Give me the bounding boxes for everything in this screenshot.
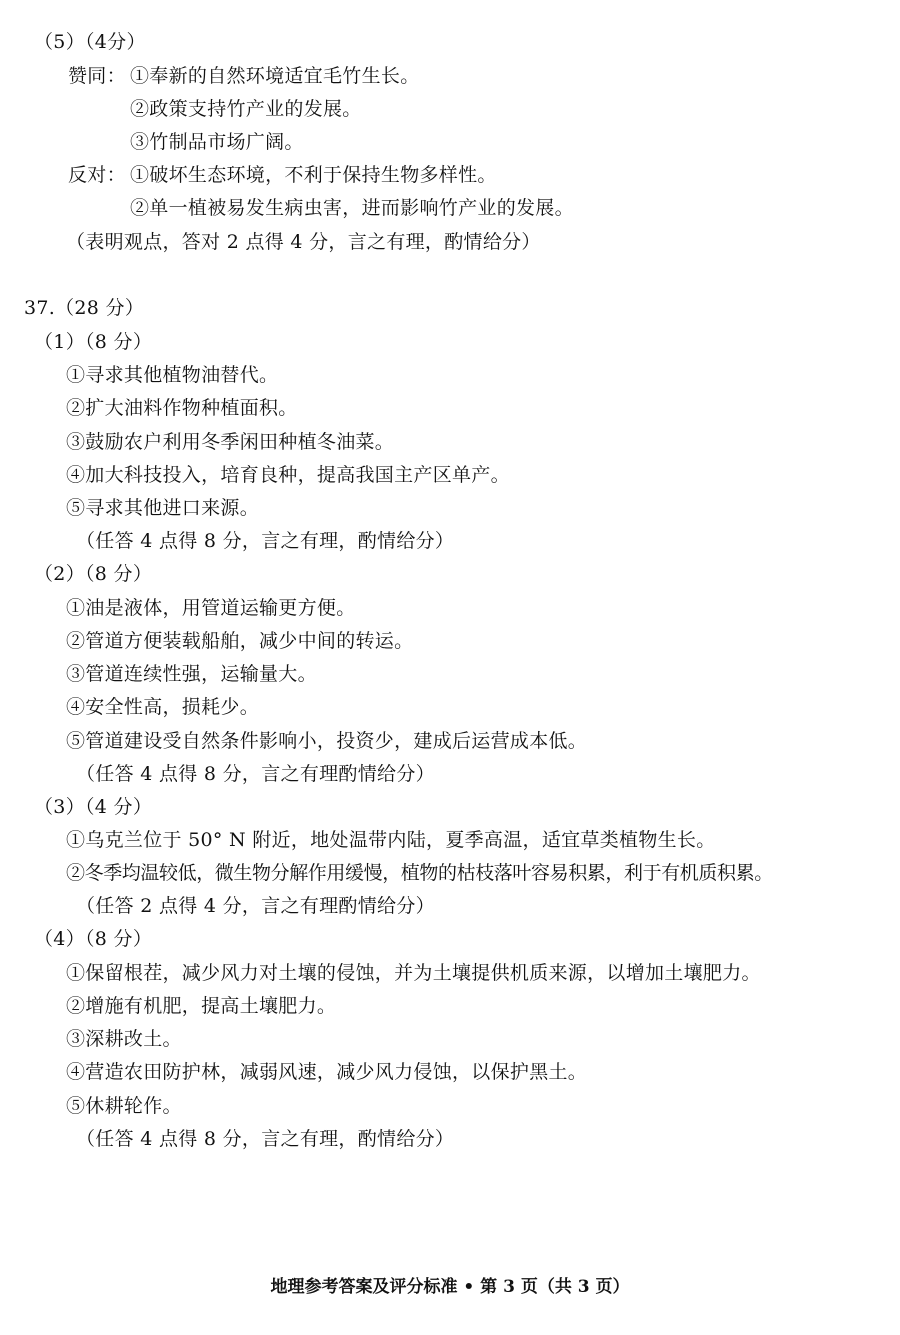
- answer-item: ④安全性高，损耗少。: [66, 696, 260, 718]
- answer-item: ②管道方便装载船舶，减少中间的转运。: [66, 630, 414, 652]
- answer-item: ⑤管道建设受自然条件影响小，投资少，建成后运营成本低。: [66, 730, 588, 752]
- answer-item: ⑤寻求其他进口来源。: [66, 497, 260, 519]
- part-note: （任答 4 点得 8 分，言之有理，酌情给分）: [76, 1128, 455, 1150]
- answer-item: ④加大科技投入，培育良种，提高我国主产区单产。: [66, 464, 510, 486]
- part-note: （任答 4 点得 8 分，言之有理酌情给分）: [76, 763, 435, 785]
- part-heading: （3）（4 分）: [34, 796, 153, 818]
- answer-item: ③鼓励农户利用冬季闲田种植冬油菜。: [66, 431, 395, 453]
- answer-item: ⑤休耕轮作。: [66, 1095, 182, 1117]
- part-heading: （2）（8 分）: [34, 563, 153, 585]
- section-5-note: （表明观点，答对 2 点得 4 分，言之有理，酌情给分）: [66, 231, 541, 253]
- answer-item: ④营造农田防护林，减弱风速，减少风力侵蚀，以保护黑土。: [66, 1061, 588, 1083]
- answer-item: ①乌克兰位于 50° N 附近，地处温带内陆，夏季高温，适宜草类植物生长。: [66, 829, 716, 851]
- question-37-heading: 37.（28 分）: [24, 297, 145, 319]
- oppose-item: ①破坏生态环境，不利于保持生物多样性。: [130, 164, 497, 186]
- section-5-heading: （5）（4分）: [34, 31, 146, 53]
- page-footer: 地理参考答案及评分标准 • 第 3 页（共 3 页）: [270, 1277, 630, 1297]
- oppose-label: 反对：: [68, 164, 126, 186]
- part-heading: （1）（8 分）: [34, 331, 153, 353]
- agree-item: ①奉新的自然环境适宜毛竹生长。: [130, 65, 420, 87]
- part-heading: （4）（8 分）: [34, 928, 153, 950]
- answer-item: ③管道连续性强，运输量大。: [66, 663, 317, 685]
- part-note: （任答 4 点得 8 分，言之有理，酌情给分）: [76, 530, 455, 552]
- answer-item: ①寻求其他植物油替代。: [66, 364, 279, 386]
- oppose-item: ②单一植被易发生病虫害，进而影响竹产业的发展。: [130, 197, 574, 219]
- agree-label: 赞同：: [68, 65, 126, 87]
- answer-item: ①保留根茬，减少风力对土壤的侵蚀，并为土壤提供机质来源，以增加土壤肥力。: [66, 962, 761, 984]
- agree-item: ②政策支持竹产业的发展。: [130, 98, 362, 120]
- part-note: （任答 2 点得 4 分，言之有理酌情给分）: [76, 895, 435, 917]
- agree-item: ③竹制品市场广阔。: [130, 131, 304, 153]
- answer-item: ②冬季均温较低，微生物分解作用缓慢，植物的枯枝落叶容易积累，利于有机质积累。: [66, 862, 773, 884]
- answer-item: ①油是液体，用管道运输更方便。: [66, 597, 356, 619]
- answer-item: ②扩大油料作物种植面积。: [66, 397, 298, 419]
- answer-item: ②增施有机肥，提高土壤肥力。: [66, 995, 337, 1017]
- answer-item: ③深耕改土。: [66, 1028, 182, 1050]
